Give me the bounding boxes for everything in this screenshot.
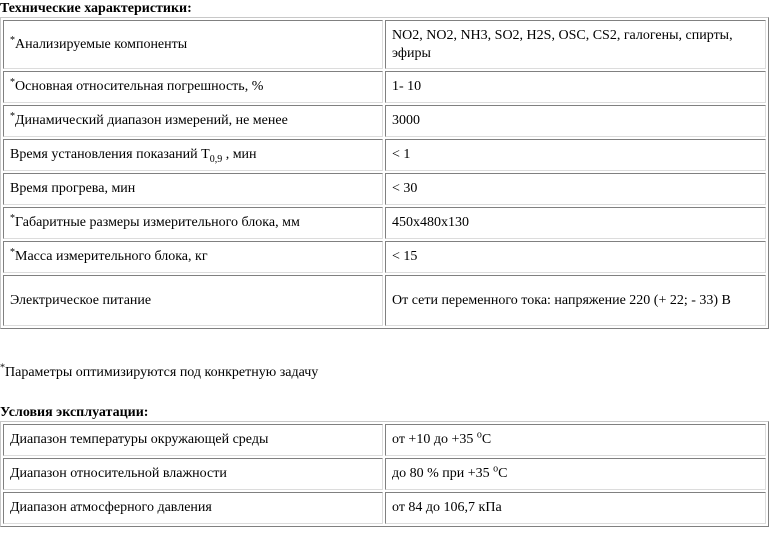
footnote-marker: * — [10, 34, 15, 46]
spec-label-cell — [3, 275, 383, 326]
spec-value: 1- 10 — [392, 79, 422, 94]
spec-value: до 80 % при +35 — [392, 466, 494, 481]
table-row — [3, 275, 766, 326]
footnote-marker: * — [10, 213, 15, 224]
spec-value: < 30 — [392, 181, 418, 196]
spec-label: Основная относительная погрешность, % — [15, 79, 264, 94]
footnote-marker: * — [0, 362, 5, 374]
spec-value: От сети переменного тока: напряжение 220 (+ 22; - 33) В — [392, 292, 731, 308]
spec-value: от 84 до 106,7 кПа — [392, 500, 502, 515]
table-row — [3, 458, 766, 490]
spec-value-cell — [385, 139, 766, 171]
spec-value: 3000 — [392, 113, 420, 128]
spec-label: Диапазон относительной влажности — [10, 466, 227, 481]
tech-spec-table — [0, 17, 769, 329]
spec-value: 450x480x130 — [392, 215, 469, 230]
spec-value-unit: C — [498, 466, 508, 481]
table-row — [3, 424, 766, 456]
spec-label: Диапазон температуры окружающей среды — [10, 432, 269, 447]
spec-value-cell — [385, 424, 766, 456]
spec-label-cell — [3, 207, 383, 239]
spec-value: NO2, NO2, NH3, SO2, H2S, OSC, CS2, галогены, спирты, эфиры — [392, 27, 733, 61]
table-row — [3, 173, 766, 205]
degree-mark: o — [476, 429, 482, 441]
spec-value-cell — [385, 105, 766, 137]
operation-table — [0, 421, 769, 527]
spec-label-cell — [3, 492, 383, 524]
tech-spec-heading: Технические характеристики: — [0, 1, 192, 16]
spec-value-cell — [385, 275, 766, 326]
spec-value-cell — [385, 173, 766, 205]
spec-label-cell — [3, 105, 383, 137]
spec-value: от +10 до +35 — [392, 432, 477, 447]
spec-value: < 15 — [392, 249, 418, 264]
table-row — [3, 105, 766, 137]
spec-value-unit: C — [481, 432, 492, 447]
footnote — [0, 364, 318, 382]
spec-value-cell — [385, 458, 766, 490]
degree-mark: o — [493, 463, 499, 475]
spec-label-cell — [3, 20, 383, 69]
spec-label: Масса измерительного блока, кг — [15, 249, 208, 264]
spec-label-cell — [3, 241, 383, 273]
footnote-marker: * — [10, 247, 15, 258]
table-row — [3, 241, 766, 273]
spec-label: Диапазон атмосферного давления — [10, 500, 212, 515]
footnote-marker: * — [10, 111, 15, 122]
spec-label-suffix: , мин — [222, 147, 257, 162]
spec-label-cell — [3, 424, 383, 456]
table-row — [3, 207, 766, 239]
spec-value-cell — [385, 20, 766, 69]
table-row — [3, 139, 766, 171]
spec-label: Динамический диапазон измерений, не менее — [15, 113, 288, 128]
spec-value-cell — [385, 492, 766, 524]
spec-label-cell — [3, 458, 383, 490]
spec-label: Время установления показаний T — [10, 147, 210, 162]
footnote-text: Параметры оптимизируются под конкретную задачу — [5, 365, 319, 380]
spec-label: Электрическое питание — [10, 292, 152, 308]
spec-label: Анализируемые компоненты — [15, 36, 188, 52]
table-row — [3, 71, 766, 103]
spec-value-cell — [385, 71, 766, 103]
spec-value-cell — [385, 207, 766, 239]
footnote-marker: * — [10, 77, 15, 88]
spec-label-cell — [3, 139, 383, 171]
spec-value-cell — [385, 241, 766, 273]
table-row — [3, 20, 766, 69]
spec-label: Габаритные размеры измерительного блока, мм — [15, 215, 300, 230]
spec-value: < 1 — [392, 147, 411, 162]
spec-label-subscript: 0,9 — [209, 153, 223, 165]
spec-label-cell — [3, 173, 383, 205]
table-row — [3, 492, 766, 524]
operation-heading: Условия эксплуатации: — [0, 405, 149, 420]
spec-label: Время прогрева, мин — [10, 181, 136, 196]
spec-label-cell — [3, 71, 383, 103]
